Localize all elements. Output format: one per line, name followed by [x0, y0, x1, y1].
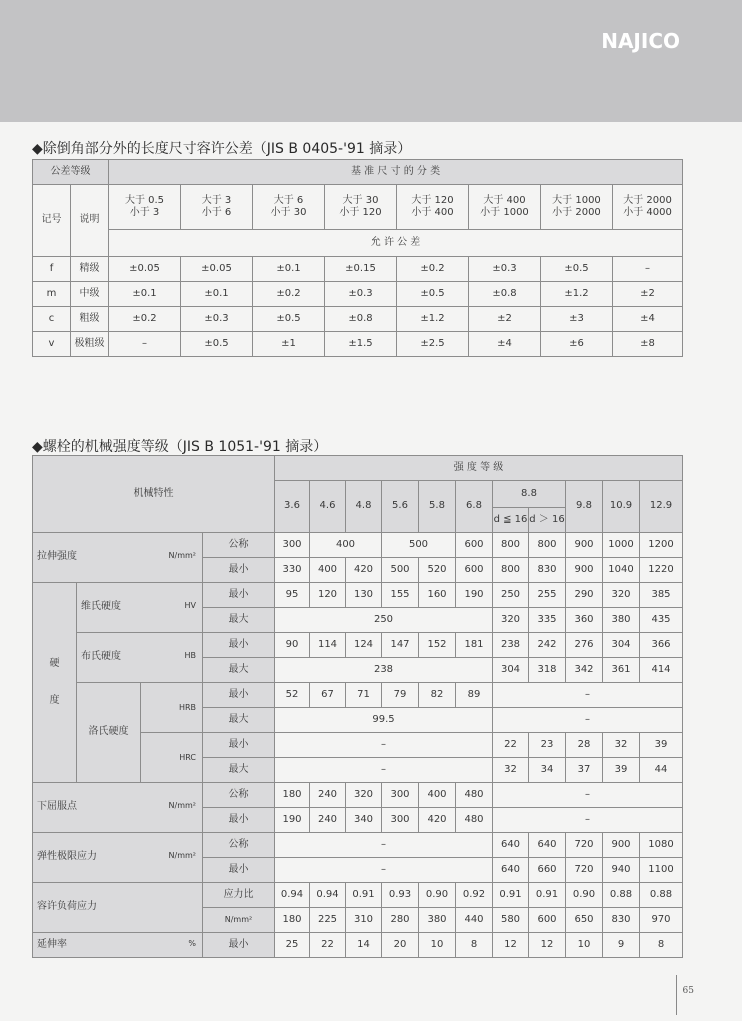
table-cell: 9 [603, 933, 640, 958]
table-cell: 970 [640, 908, 683, 933]
table-cell: 640 [529, 833, 566, 858]
cell-text: % [188, 938, 196, 948]
cell-text: 维氏硬度 [81, 601, 121, 613]
grade-code: c [33, 307, 71, 332]
table-cell: 320 [603, 583, 640, 608]
hrb-label: HRB [141, 683, 203, 733]
page-number: 65 [682, 986, 694, 996]
cell-text: 小于 6 [201, 207, 232, 218]
tol-cell: ±0.15 [325, 257, 397, 282]
property-header: 机械特性 [33, 456, 275, 533]
range-cell [469, 185, 541, 230]
table-cell: 240 [310, 808, 346, 833]
grade-sub-label: d ≦ 16 [493, 508, 529, 533]
table-cell: 44 [640, 758, 683, 783]
table-cell: 最小 [203, 683, 275, 708]
table-cell: 0.91 [346, 883, 382, 908]
table-cell: 640 [493, 833, 529, 858]
grade-label: 6.8 [456, 481, 493, 533]
tol-cell: ±2 [469, 307, 541, 332]
grade-code: v [33, 332, 71, 357]
table-cell: 23 [529, 733, 566, 758]
range-cell [109, 185, 181, 230]
cell-text: 大于 120 [411, 194, 454, 206]
table-cell: 0.93 [382, 883, 419, 908]
table-cell: 32 [493, 758, 529, 783]
table-cell: 1080 [640, 833, 683, 858]
table-cell: 114 [310, 633, 346, 658]
hardness-label [33, 583, 77, 783]
cell-text: HV [184, 601, 196, 611]
table-cell: 1000 [603, 533, 640, 558]
grade-code: m [33, 282, 71, 307]
table-cell: 147 [382, 633, 419, 658]
table-cell: 276 [566, 633, 603, 658]
elongation-label [33, 933, 203, 958]
table-cell: – [493, 783, 683, 808]
grade-label: 9.8 [566, 481, 603, 533]
grade-header: 公差等级 [33, 160, 109, 185]
grade-label: 5.6 [382, 481, 419, 533]
table-cell: 238 [493, 633, 529, 658]
cell-text: 大于 6 [273, 194, 304, 206]
tol-cell: ±4 [613, 307, 683, 332]
table-cell: 152 [419, 633, 456, 658]
tol-cell: ±0.3 [469, 257, 541, 282]
desc-header: 说明 [71, 185, 109, 257]
cell-text: 弹性极限应力 [37, 851, 97, 863]
yield-label [33, 783, 203, 833]
tol-cell: ±0.1 [253, 257, 325, 282]
table-cell: 361 [603, 658, 640, 683]
cell-text: N/mm² [168, 551, 196, 561]
cell-text: 小于 2000 [552, 207, 601, 218]
table-cell: 250 [275, 608, 493, 633]
table-cell: 320 [346, 783, 382, 808]
grade-desc: 粗级 [71, 307, 109, 332]
length-tolerance-table [32, 159, 683, 357]
table-cell: 12 [529, 933, 566, 958]
cell-text: 大于 1000 [552, 194, 601, 206]
tol-cell: ±0.5 [397, 282, 469, 307]
basic-size-header: 基 准 尺 寸 的 分 类 [109, 160, 683, 185]
table-cell: 0.90 [419, 883, 456, 908]
table-cell: 8 [640, 933, 683, 958]
vickers-label [77, 583, 203, 633]
tol-cell: ±0.3 [181, 307, 253, 332]
table-cell: 380 [419, 908, 456, 933]
table-cell: 180 [275, 908, 310, 933]
table-cell: 660 [529, 858, 566, 883]
table-cell: 160 [419, 583, 456, 608]
table-cell: 342 [566, 658, 603, 683]
table-cell: 420 [419, 808, 456, 833]
table-cell: 830 [603, 908, 640, 933]
section1-title: ◆除倒角部分外的长度尺寸容许公差（JIS B 0405-'91 摘录） [32, 141, 412, 157]
cell-text: 小于 30 [270, 207, 307, 218]
table-cell: 99.5 [275, 708, 493, 733]
cell-text: 硬 [49, 657, 60, 669]
tol-cell: ±1.5 [325, 332, 397, 357]
range-cell [325, 185, 397, 230]
table-cell: 400 [419, 783, 456, 808]
bolt-strength-table [32, 455, 683, 958]
table-cell: 95 [275, 583, 310, 608]
grade-label: 4.8 [346, 481, 382, 533]
table-cell: 366 [640, 633, 683, 658]
table-cell: 940 [603, 858, 640, 883]
table-cell: 242 [529, 633, 566, 658]
tol-cell: – [109, 332, 181, 357]
table-cell: 20 [382, 933, 419, 958]
nmm-label: N/mm² [203, 908, 275, 933]
cell-text: 大于 3 [201, 194, 232, 206]
tol-cell: ±2 [613, 282, 683, 307]
table-cell: 190 [275, 808, 310, 833]
table-row [33, 933, 683, 958]
table-cell: 440 [456, 908, 493, 933]
nominal-label: 公称 [203, 533, 275, 558]
table-cell: 181 [456, 633, 493, 658]
tol-cell: – [613, 257, 683, 282]
range-cell [613, 185, 683, 230]
stress-ratio-label: 应力比 [203, 883, 275, 908]
table-cell: 720 [566, 858, 603, 883]
table-cell: 600 [456, 558, 493, 583]
table-cell: 300 [382, 783, 419, 808]
table-cell: 600 [456, 533, 493, 558]
table-cell: 最小 [203, 808, 275, 833]
table-cell: 225 [310, 908, 346, 933]
tol-cell: ±1.2 [541, 282, 613, 307]
grade-label: 3.6 [275, 481, 310, 533]
table-cell: 90 [275, 633, 310, 658]
table-cell: 34 [529, 758, 566, 783]
table-cell: 320 [493, 608, 529, 633]
table-cell: 最大 [203, 658, 275, 683]
tol-cell: ±1.2 [397, 307, 469, 332]
tol-cell: ±0.5 [541, 257, 613, 282]
table-cell: 500 [382, 533, 456, 558]
table-cell: 420 [346, 558, 382, 583]
table-row [33, 783, 683, 808]
table-cell: 25 [275, 933, 310, 958]
table-cell: 130 [346, 583, 382, 608]
table-cell: 330 [275, 558, 310, 583]
cell-text: 大于 400 [483, 194, 526, 206]
code-header: 记号 [33, 185, 71, 257]
table-cell: 8 [456, 933, 493, 958]
table-cell: 600 [529, 908, 566, 933]
table-cell: 900 [603, 833, 640, 858]
cell-text: 布氏硬度 [81, 651, 121, 663]
table-cell: 640 [493, 858, 529, 883]
cell-text: 小于 120 [339, 207, 382, 218]
tol-cell: ±1 [253, 332, 325, 357]
tol-cell: ±4 [469, 332, 541, 357]
table-cell: – [275, 833, 493, 858]
table-cell: 1040 [603, 558, 640, 583]
cell-text: N/mm² [168, 851, 196, 861]
tol-cell: ±0.05 [109, 257, 181, 282]
table-cell: 22 [310, 933, 346, 958]
table-cell: 0.88 [603, 883, 640, 908]
table-cell: 最大 [203, 608, 275, 633]
table-cell: 89 [456, 683, 493, 708]
table-cell: 67 [310, 683, 346, 708]
table-row [33, 307, 683, 332]
table-cell: 0.94 [275, 883, 310, 908]
tol-cell: ±2.5 [397, 332, 469, 357]
cell-text: 小于 400 [411, 207, 454, 218]
cell-text: 大于 30 [342, 194, 379, 206]
table-cell: 最小 [203, 733, 275, 758]
table-cell: 400 [310, 533, 382, 558]
table-cell: 250 [493, 583, 529, 608]
table-cell: – [493, 683, 683, 708]
load-label: 容许负荷应力 [33, 883, 203, 933]
table-cell: 0.92 [456, 883, 493, 908]
table-cell: 最大 [203, 758, 275, 783]
tol-cell: ±0.8 [469, 282, 541, 307]
table-cell: – [275, 758, 493, 783]
cell-text: 拉伸强度 [37, 551, 77, 563]
table-cell: 最小 [203, 933, 275, 958]
tol-cell: ±0.1 [181, 282, 253, 307]
tol-cell: ±0.5 [253, 307, 325, 332]
table-cell: 0.90 [566, 883, 603, 908]
grade-sub-label: d ＞ 16 [529, 508, 566, 533]
tol-cell: ±6 [541, 332, 613, 357]
tol-cell: ±0.05 [181, 257, 253, 282]
table-cell: 0.91 [493, 883, 529, 908]
table-row [33, 683, 683, 708]
tol-cell: ±0.2 [253, 282, 325, 307]
table-cell: 124 [346, 633, 382, 658]
grade-label: 5.8 [419, 481, 456, 533]
table-row [33, 833, 683, 858]
table-cell: 39 [603, 758, 640, 783]
table-cell: 520 [419, 558, 456, 583]
table-cell: 435 [640, 608, 683, 633]
cell-text: 延伸率 [37, 938, 67, 950]
tol-cell: ±0.2 [397, 257, 469, 282]
tol-cell: ±0.5 [181, 332, 253, 357]
tol-cell: ±0.8 [325, 307, 397, 332]
footer-divider [676, 975, 677, 1015]
table-cell: 238 [275, 658, 493, 683]
table-cell: 32 [603, 733, 640, 758]
table-cell: 340 [346, 808, 382, 833]
table-cell: – [493, 808, 683, 833]
table-cell: 10 [566, 933, 603, 958]
table-cell: 414 [640, 658, 683, 683]
table-cell: 300 [382, 808, 419, 833]
range-cell [397, 185, 469, 230]
table-cell: 280 [382, 908, 419, 933]
table-cell: – [275, 733, 493, 758]
table-cell: 500 [382, 558, 419, 583]
cell-text: 大于 2000 [623, 194, 672, 206]
grade-desc: 极粗级 [71, 332, 109, 357]
table-cell: 10 [419, 933, 456, 958]
najico-logo: NAJICO [601, 29, 680, 53]
table-cell: 290 [566, 583, 603, 608]
tol-cell: ±8 [613, 332, 683, 357]
table-cell: 79 [382, 683, 419, 708]
table-cell: 255 [529, 583, 566, 608]
table-cell: 300 [275, 533, 310, 558]
table-cell: 240 [310, 783, 346, 808]
grade-desc: 中级 [71, 282, 109, 307]
table-cell: 900 [566, 558, 603, 583]
table-row [33, 633, 683, 658]
table-cell: 190 [456, 583, 493, 608]
table-cell: 最小 [203, 633, 275, 658]
table-cell: 39 [640, 733, 683, 758]
table-cell: 公称 [203, 833, 275, 858]
table-cell: 830 [529, 558, 566, 583]
table-cell: 304 [603, 633, 640, 658]
cell-text: 小于 4000 [623, 207, 672, 218]
table-cell: 最大 [203, 708, 275, 733]
tol-cell: ±3 [541, 307, 613, 332]
rockwell-label: 洛氏硬度 [77, 683, 141, 783]
range-cell [181, 185, 253, 230]
table-cell: 335 [529, 608, 566, 633]
table-cell: 37 [566, 758, 603, 783]
table-cell: 28 [566, 733, 603, 758]
table-cell: 720 [566, 833, 603, 858]
section2-title: ◆螺栓的机械强度等级（JIS B 1051-'91 摘录） [32, 439, 328, 455]
table-cell: 82 [419, 683, 456, 708]
table-row [33, 282, 683, 307]
table-cell: – [275, 858, 493, 883]
table-cell: 400 [310, 558, 346, 583]
table-row [33, 583, 683, 608]
grade-label: 10.9 [603, 481, 640, 533]
table-cell: 52 [275, 683, 310, 708]
table-cell: 580 [493, 908, 529, 933]
table-cell: 800 [529, 533, 566, 558]
table-cell: 304 [493, 658, 529, 683]
tolerance-header: 允 许 公 差 [109, 230, 683, 257]
cell-text: 小于 3 [129, 207, 160, 218]
table-cell: 180 [275, 783, 310, 808]
table-cell: 318 [529, 658, 566, 683]
tensile-label [33, 533, 203, 583]
tol-cell: ±0.1 [109, 282, 181, 307]
grade-label: 4.6 [310, 481, 346, 533]
grade-desc: 精级 [71, 257, 109, 282]
brinell-label [77, 633, 203, 683]
table-row [33, 533, 683, 558]
table-cell: 1200 [640, 533, 683, 558]
table-row [33, 332, 683, 357]
table-cell: 14 [346, 933, 382, 958]
table-row [33, 883, 683, 908]
grade-label: 8.8 [493, 481, 566, 508]
table-cell: – [493, 708, 683, 733]
table-cell: 480 [456, 808, 493, 833]
range-cell [541, 185, 613, 230]
grade-code: f [33, 257, 71, 282]
cell-text: 小于 1000 [480, 207, 529, 218]
table-cell: 310 [346, 908, 382, 933]
table-cell: 800 [493, 558, 529, 583]
table-cell: 0.91 [529, 883, 566, 908]
table-cell: 1100 [640, 858, 683, 883]
table-cell: 71 [346, 683, 382, 708]
tol-cell: ±0.3 [325, 282, 397, 307]
table-cell: 0.88 [640, 883, 683, 908]
table-row [33, 257, 683, 282]
cell-text: N/mm² [168, 801, 196, 811]
tol-cell: ±0.2 [109, 307, 181, 332]
grade-label: 12.9 [640, 481, 683, 533]
cell-text: 度 [49, 695, 60, 706]
cell-text: HB [184, 651, 196, 661]
proof-label [33, 833, 203, 883]
table-cell: 155 [382, 583, 419, 608]
page-header-band [0, 0, 742, 122]
table-cell: 650 [566, 908, 603, 933]
min-label: 最小 [203, 558, 275, 583]
table-cell: 最小 [203, 858, 275, 883]
table-cell: 120 [310, 583, 346, 608]
hrc-label: HRC [141, 733, 203, 783]
cell-text: 下屈服点 [37, 801, 77, 813]
table-cell: 22 [493, 733, 529, 758]
table-cell: 最小 [203, 583, 275, 608]
table-cell: 800 [493, 533, 529, 558]
table-cell: 12 [493, 933, 529, 958]
range-cell [253, 185, 325, 230]
table-cell: 公称 [203, 783, 275, 808]
strength-header: 强 度 等 级 [275, 456, 683, 481]
table-cell: 360 [566, 608, 603, 633]
cell-text: 大于 0.5 [124, 194, 165, 206]
table-cell: 900 [566, 533, 603, 558]
table-cell: 380 [603, 608, 640, 633]
table-cell: 0.94 [310, 883, 346, 908]
table-cell: 480 [456, 783, 493, 808]
table-cell: 385 [640, 583, 683, 608]
table-cell: 1220 [640, 558, 683, 583]
